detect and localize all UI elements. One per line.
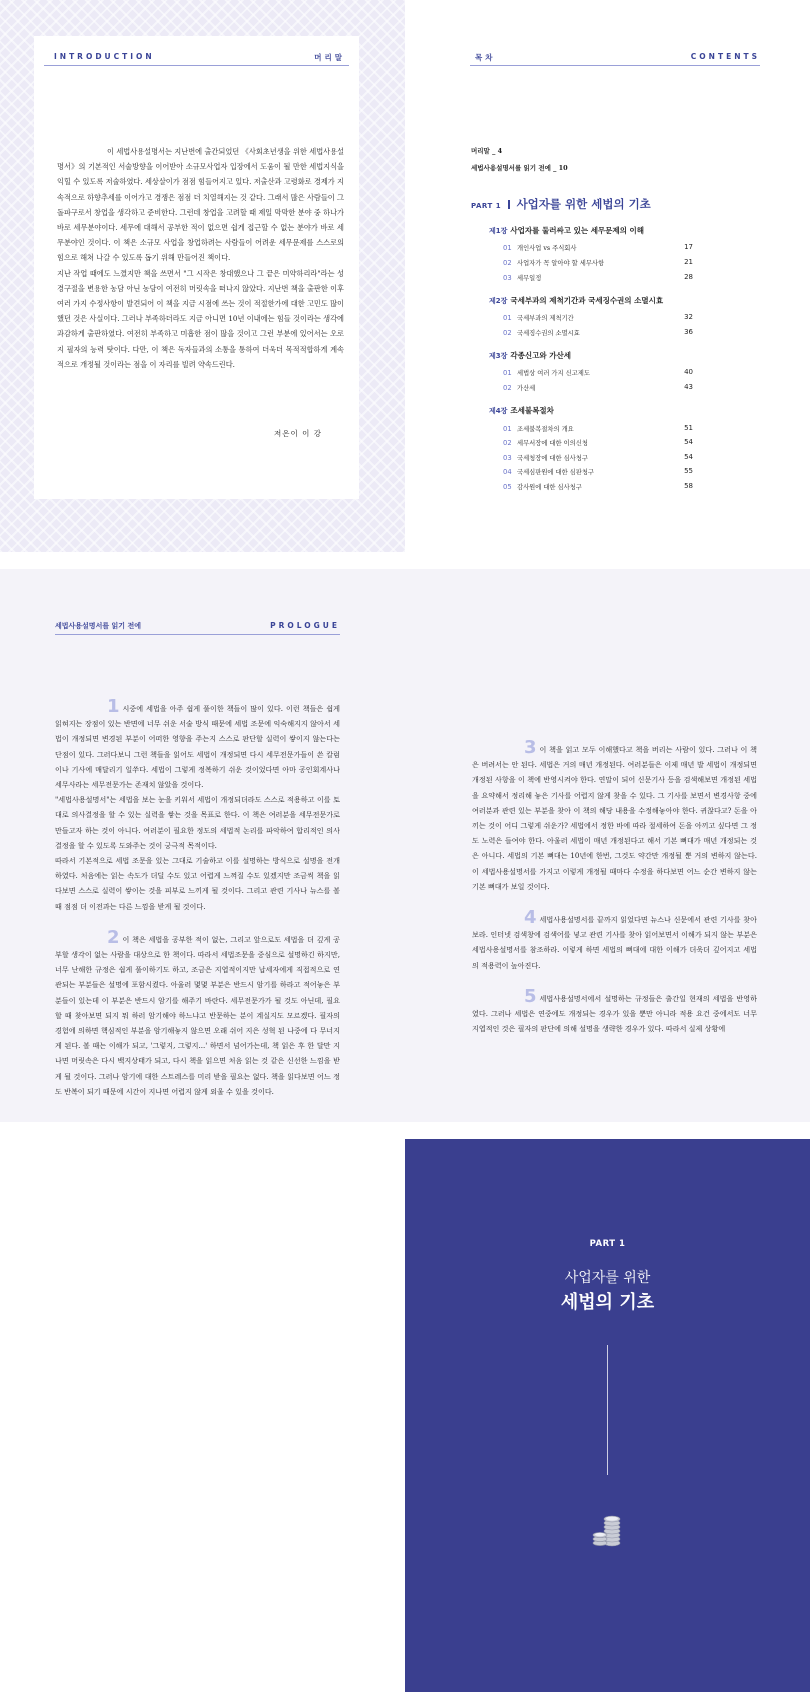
contents-header	[470, 50, 760, 66]
toc-front-item: 세법사용설명서를 읽기 전에 _ 10	[471, 164, 568, 172]
prologue-spread	[0, 569, 810, 1122]
part-opener-title-line1: 사업자를 위한	[564, 1270, 651, 1286]
part-opener-label: PART 1	[589, 1239, 626, 1249]
toc-entry-number: 02	[503, 384, 512, 392]
toc-entry-title: 국세청장에 대한 심사청구	[517, 455, 588, 462]
toc-front-item: 머리말 _ 4	[471, 147, 503, 155]
prologue-right-column	[472, 618, 757, 1034]
prologue-label-ko: 세법사용설명서를 읽기 전에	[55, 622, 142, 630]
contents-page	[405, 0, 810, 552]
toc-entry-page: 17	[684, 243, 693, 251]
section-number: 5	[524, 985, 537, 1007]
toc-entry-page: 32	[684, 313, 693, 321]
prologue-paragraph	[472, 907, 757, 973]
introduction-label-en: INTRODUCTION	[54, 52, 155, 61]
toc-chapter-number: 제2장	[489, 297, 508, 305]
prologue-header	[55, 619, 340, 635]
toc-entry	[503, 467, 693, 479]
prologue-paragraph: "세법사용설명서"는 세법을 보는 눈을 키워서 세법이 개정되더라도 스스로 적용하고 이를 토대로 의사결정을 할 수 있는 실력을 쌓는 것을 목표로 한다. 이 책은 여러분을 세무전문가로 만들고자 하는 것이 아니다. 여러분이 필요한 정도의 세법적 논리를 파악하여 합리적인 의사결정을 할 수 있도록 도와주는 것이 궁극적 목적이다.	[55, 795, 340, 850]
decorative-vertical-line	[607, 1345, 608, 1475]
toc-entry-number: 03	[503, 274, 512, 282]
section-number: 4	[524, 907, 537, 929]
toc-entry-page: 21	[684, 258, 693, 266]
toc-chapter	[489, 350, 571, 361]
toc-entry-number: 05	[503, 483, 512, 491]
author-signature: 저온이 이 강	[274, 429, 322, 438]
toc-entry-page: 55	[684, 467, 693, 475]
toc-entry-number: 01	[503, 369, 512, 377]
contents-label-en: CONTENTS	[690, 52, 760, 61]
introduction-spread-background	[0, 0, 405, 552]
introduction-paragraph: 이 세법사용설명서는 지난번에 출간되었던 《사회초년생을 위한 세법사용설명서》의 기본적인 서술방향을 이어받아 소규모사업자 입장에서 도움이 될 만한 세법지식을 익힐 수 있도록 저술하였다. 세상살이가 점점 힘들어지고 있다. 저출산과 고령화로 경제가 지속적으로 하향추세를 이어가고 경쟁은 점점 더 치열해지는 것 같다. 그래서 많은 사람들이 그 돌파구로서 창업을 생각하고 준비한다. 그런데 창업을 고려할 때 제일 막막한 분야 중 하나가 바로 세무분야이다. 세무에 대해서 공부한 적이 없으면 쉽게 접근할 수 없는 분야가 바로 세무분야인 것이다. 이 책은 소규모 사업을 창업하려는 사람들이 어려운 세무문제를 스스로의 힘으로 해쳐 나갈 수 있도록 돕기 위해 만들어진 책이다.	[57, 147, 344, 263]
part-opener-title-line2: 세법의 기초	[560, 1292, 655, 1313]
toc-entry-page: 28	[684, 273, 693, 281]
prologue-paragraph	[472, 737, 757, 894]
toc-entry-number: 01	[503, 425, 512, 433]
toc-entry	[503, 328, 693, 340]
toc-entry-number: 03	[503, 454, 512, 462]
toc-chapter	[489, 225, 644, 236]
toc-entry	[503, 424, 693, 436]
section-number: 1	[107, 696, 120, 717]
toc-entry-title: 국세심판원에 대한 심판청구	[517, 469, 594, 476]
toc-part-label: PART 1	[471, 202, 502, 210]
introduction-header	[44, 50, 349, 66]
toc-entry-number: 01	[503, 244, 512, 252]
toc-chapter-number: 제3장	[489, 352, 508, 360]
toc-entry-number: 02	[503, 439, 512, 447]
section-number: 2	[107, 926, 120, 948]
prologue-left-column	[55, 696, 340, 1099]
prologue-label-en: PROLOGUE	[270, 621, 340, 630]
section-number: 3	[524, 737, 537, 758]
toc-chapter-number: 제4장	[489, 407, 508, 415]
toc-entry-page: 58	[684, 482, 693, 490]
prologue-paragraph	[55, 926, 340, 1099]
toc-chapter-title: 사업자를 둘러싸고 있는 세무문제의 이해	[510, 226, 645, 235]
toc-part-title: 사업자를 위한 세법의 기초	[516, 197, 651, 211]
paragraph-text: 세법사용설명서에서 설명하는 규정들은 출간일 현재의 세법을 반영하였다. 그러나 세법은 연중에도 개정되는 경우가 있을 뿐만 아니라 적용 요건 중에서도 너무 지엽적인 것은 필자의 판단에 의해 설명을 생략한 경우가 있다. 따라서 실제 상황에	[472, 993, 757, 1034]
toc-entry-page: 43	[684, 383, 693, 391]
toc-chapter-title: 국세부과의 제척기간과 국세징수권의 소멸시효	[510, 296, 664, 305]
toc-entry-title: 사업자가 꼭 알아야 할 세무사항	[517, 260, 605, 267]
paragraph-text: 시중에 세법을 아주 쉽게 풀이한 책들이 많이 있다. 이런 책들은 쉽게 읽혀지는 장점이 있는 반면에 너무 쉬운 서술 방식 때문에 세법 조문에 익숙해지지 않아서 세법이 개정되면 변경된 부분이 어떠한 영향을 주는지 스스로 판단할 실력이 쌓이지 않는다는 단점이 있다. 그러다보니 그런 책들을 읽어도 세법이 개정되면 다시 세무전문가들이 쓴 칼럼이나 기사에 매달리기 일쑤다. 세법이 그렇게 정복하기 쉬운 것이었다면 아마 공인회계사나 세무사라는 세무전문가는 존재치 않았을 것이다.	[55, 704, 340, 790]
toc-chapter-title: 조세불복절차	[510, 406, 554, 415]
toc-chapter-title: 각종신고와 가산세	[510, 351, 571, 360]
paragraph-text: 세법사용설명서를 끝까지 읽었다면 뉴스나 신문에서 관련 기사를 찾아보라. 인터넷 검색창에 검색어를 넣고 관련 기사를 찾아 읽어보면서 이해가 되지 않는 부분은 세법사용설명서를 참조하라. 이렇게 하면 세법의 뼈대에 대한 이해가 더욱더 깊어지고 세법의 적용력이 높아진다.	[472, 915, 757, 970]
toc-entry-title: 국세부과의 제척기간	[517, 315, 574, 322]
toc-entry	[503, 482, 693, 494]
toc-entry-title: 감사원에 대한 심사청구	[517, 484, 582, 491]
paragraph-text: 이 책을 읽고 모두 이해했다고 책을 버리는 사람이 있다. 그러나 이 책은 버려서는 안 된다. 세법은 거의 매년 개정된다. 여러분들은 이제 매년 발 세법이 개정되면 개정된 사항을 이 책에 반영시켜야 한다. 연말이 되어 신문기사 등을 검색해보면 개정된 세법을 요약해서 정리해 놓은 기사를 어렵지 않게 찾을 수 있다. 그 기사를 보면서 변경사항 중에 여러분과 관련 있는 부분을 찾아 이 책의 해당 내용을 수정해놓아야 한다. 귀찮다고? 돈을 아끼는 것이 어디 그렇게 쉬운가? 세법에서 정한 바에 따라 절세하여 돈을 아끼고 싶다면 그 정도 노력은 들여야 한다. 아울러 세법이 매년 개정된다고 해서 기본 뼈대가 매년 개정되는 것은 아니다. 세법의 기본 뼈대는 10년에 한번, 그것도 약간만 개정될 뿐 거의 변하지 않는다. 이 세법사용설명서를 가지고 이렇게 개정될 때마다 수정을 하다보면 어느 순간 변하지 않는 기본 뼈대가 보일 것이다.	[472, 745, 757, 891]
toc-entry-title: 세법상 여러 가지 신고제도	[517, 370, 590, 377]
introduction-label-ko: 머리말	[314, 53, 345, 62]
toc-entry-title: 개인사업 vs 주식회사	[517, 245, 577, 252]
toc-entry	[503, 438, 693, 450]
prologue-paragraph	[55, 696, 340, 792]
toc-entry-page: 54	[684, 438, 693, 446]
toc-entry	[503, 258, 693, 270]
toc-entry-number: 01	[503, 314, 512, 322]
toc-entry	[503, 273, 693, 285]
toc-part-heading	[471, 193, 651, 212]
introduction-body	[57, 144, 344, 372]
toc-entry	[503, 313, 693, 325]
toc-entry	[503, 243, 693, 255]
toc-entry-title: 가산세	[517, 385, 536, 392]
toc-entry-page: 54	[684, 453, 693, 461]
introduction-page	[34, 36, 359, 499]
toc-entry-number: 02	[503, 329, 512, 337]
toc-chapter-number: 제1장	[489, 227, 508, 235]
paragraph-text: 이 책은 세법을 공부한 적이 없는, 그리고 앞으로도 세법을 더 깊게 공부할 생각이 없는 사람을 대상으로 한 책이다. 따라서 세법조문을 중심으로 설명하긴 하지만, 너무 난해한 규정은 쉽게 풀이하기도 하고, 조금은 지엽적이지만 납세자에게 직접적으로 연관되는 부분들은 설명에 포함시켰다. 아울러 몇몇 부분은 반드시 암기를 하라고 적어놓은 부분들이 있는데 이 부분은 반드시 암기를 해주기 바란다. 세무전문가가 될 것도 아닌데, 필요할 때 찾아보면 되지 뭐 하러 암기해야 하느냐고 반문하는 분이 계실지도 모르겠다. 필자의 경험에 의하면 핵심적인 부분을 암기해놓지 않으면 오래 쉬어 지은 성혁 된 나중에 다 무너지게 된다. 볼 때는 이해가 되고, '그렇지, 그렇지...' 하면서 넘어가는데, 책 읽은 후 한 달만 지나면 머릿속은 다시 백지상태가 되고, 다시 책을 읽으면 처음 읽는 것 같은 신선한 느낌을 받게 될 것이다. 그러나 암기에 대한 스트레스를 미리 받을 필요는 없다. 책을 읽다보면 어느 정도 반복이 되기 때문에 시간이 지나면 어렵지 않게 외울 수 있을 것이다.	[55, 934, 340, 1096]
toc-entry-title: 세무서장에 대한 이의신청	[517, 440, 588, 447]
toc-entry-title: 세무일정	[517, 275, 542, 282]
toc-chapter	[489, 295, 663, 306]
toc-entry-title: 조세불복절차의 개요	[517, 426, 574, 433]
toc-entry-page: 51	[684, 424, 693, 432]
part-opener-page	[405, 1139, 810, 1692]
prologue-paragraph	[472, 985, 757, 1037]
toc-entry	[503, 453, 693, 465]
toc-entry-number: 02	[503, 259, 512, 267]
introduction-paragraph: 지난 작업 때에도 느꼈지만 책을 쓰면서 "그 시작은 창대했으나 그 끝은 미약하리라"라는 성경구절을 변용한 농담 아닌 농담이 여전히 머릿속을 떠나지 않았다. 지난번 책을 출판한 이후 여러 가지 수정사항이 발견되어 이 책을 지금 시점에 쓰는 것이 적절한가에 대한 고민도 많이 했던 것은 사실이다. 그러나 부족하더라도 지금 아니면 10년 이내에는 힘들 것이라는 생각에 과감하게 출판하였다. 여전히 부족하고 미흡한 점이 많을 것이고 그런 부분에 있어서는 오로지 필자의 능력 탓이다. 다만, 이 책은 독자들과의 소통을 통하여 더욱더 목적적합하게 계속적으로 개정될 것이라는 점을 이 자리를 빌려 약속드린다.	[57, 268, 344, 369]
toc-chapter	[489, 405, 554, 416]
toc-entry-number: 04	[503, 468, 512, 476]
toc-entry	[503, 368, 693, 380]
coins-icon	[590, 1509, 626, 1549]
contents-label-ko: 목차	[475, 53, 496, 62]
toc-entry-page: 40	[684, 368, 693, 376]
toc-part-divider	[508, 200, 510, 209]
prologue-paragraph: 따라서 기본적으로 세법 조문을 있는 그대로 기술하고 이를 설명하는 방식으로 설명을 전개하였다. 처음에는 읽는 속도가 더딜 수도 있고 어렵게 느껴질 수도 있겠지만 조금씩 책을 읽다보면 스스로 실력이 쌓이는 것을 피부로 느끼게 될 것이다. 그리고 관련 기사나 뉴스를 볼 때 점점 더 이전과는 다른 느낌을 받게 될 것이다.	[55, 856, 340, 911]
toc-entry-title: 국세징수권의 소멸시효	[517, 330, 580, 337]
toc-entry	[503, 383, 693, 395]
toc-entry-page: 36	[684, 328, 693, 336]
